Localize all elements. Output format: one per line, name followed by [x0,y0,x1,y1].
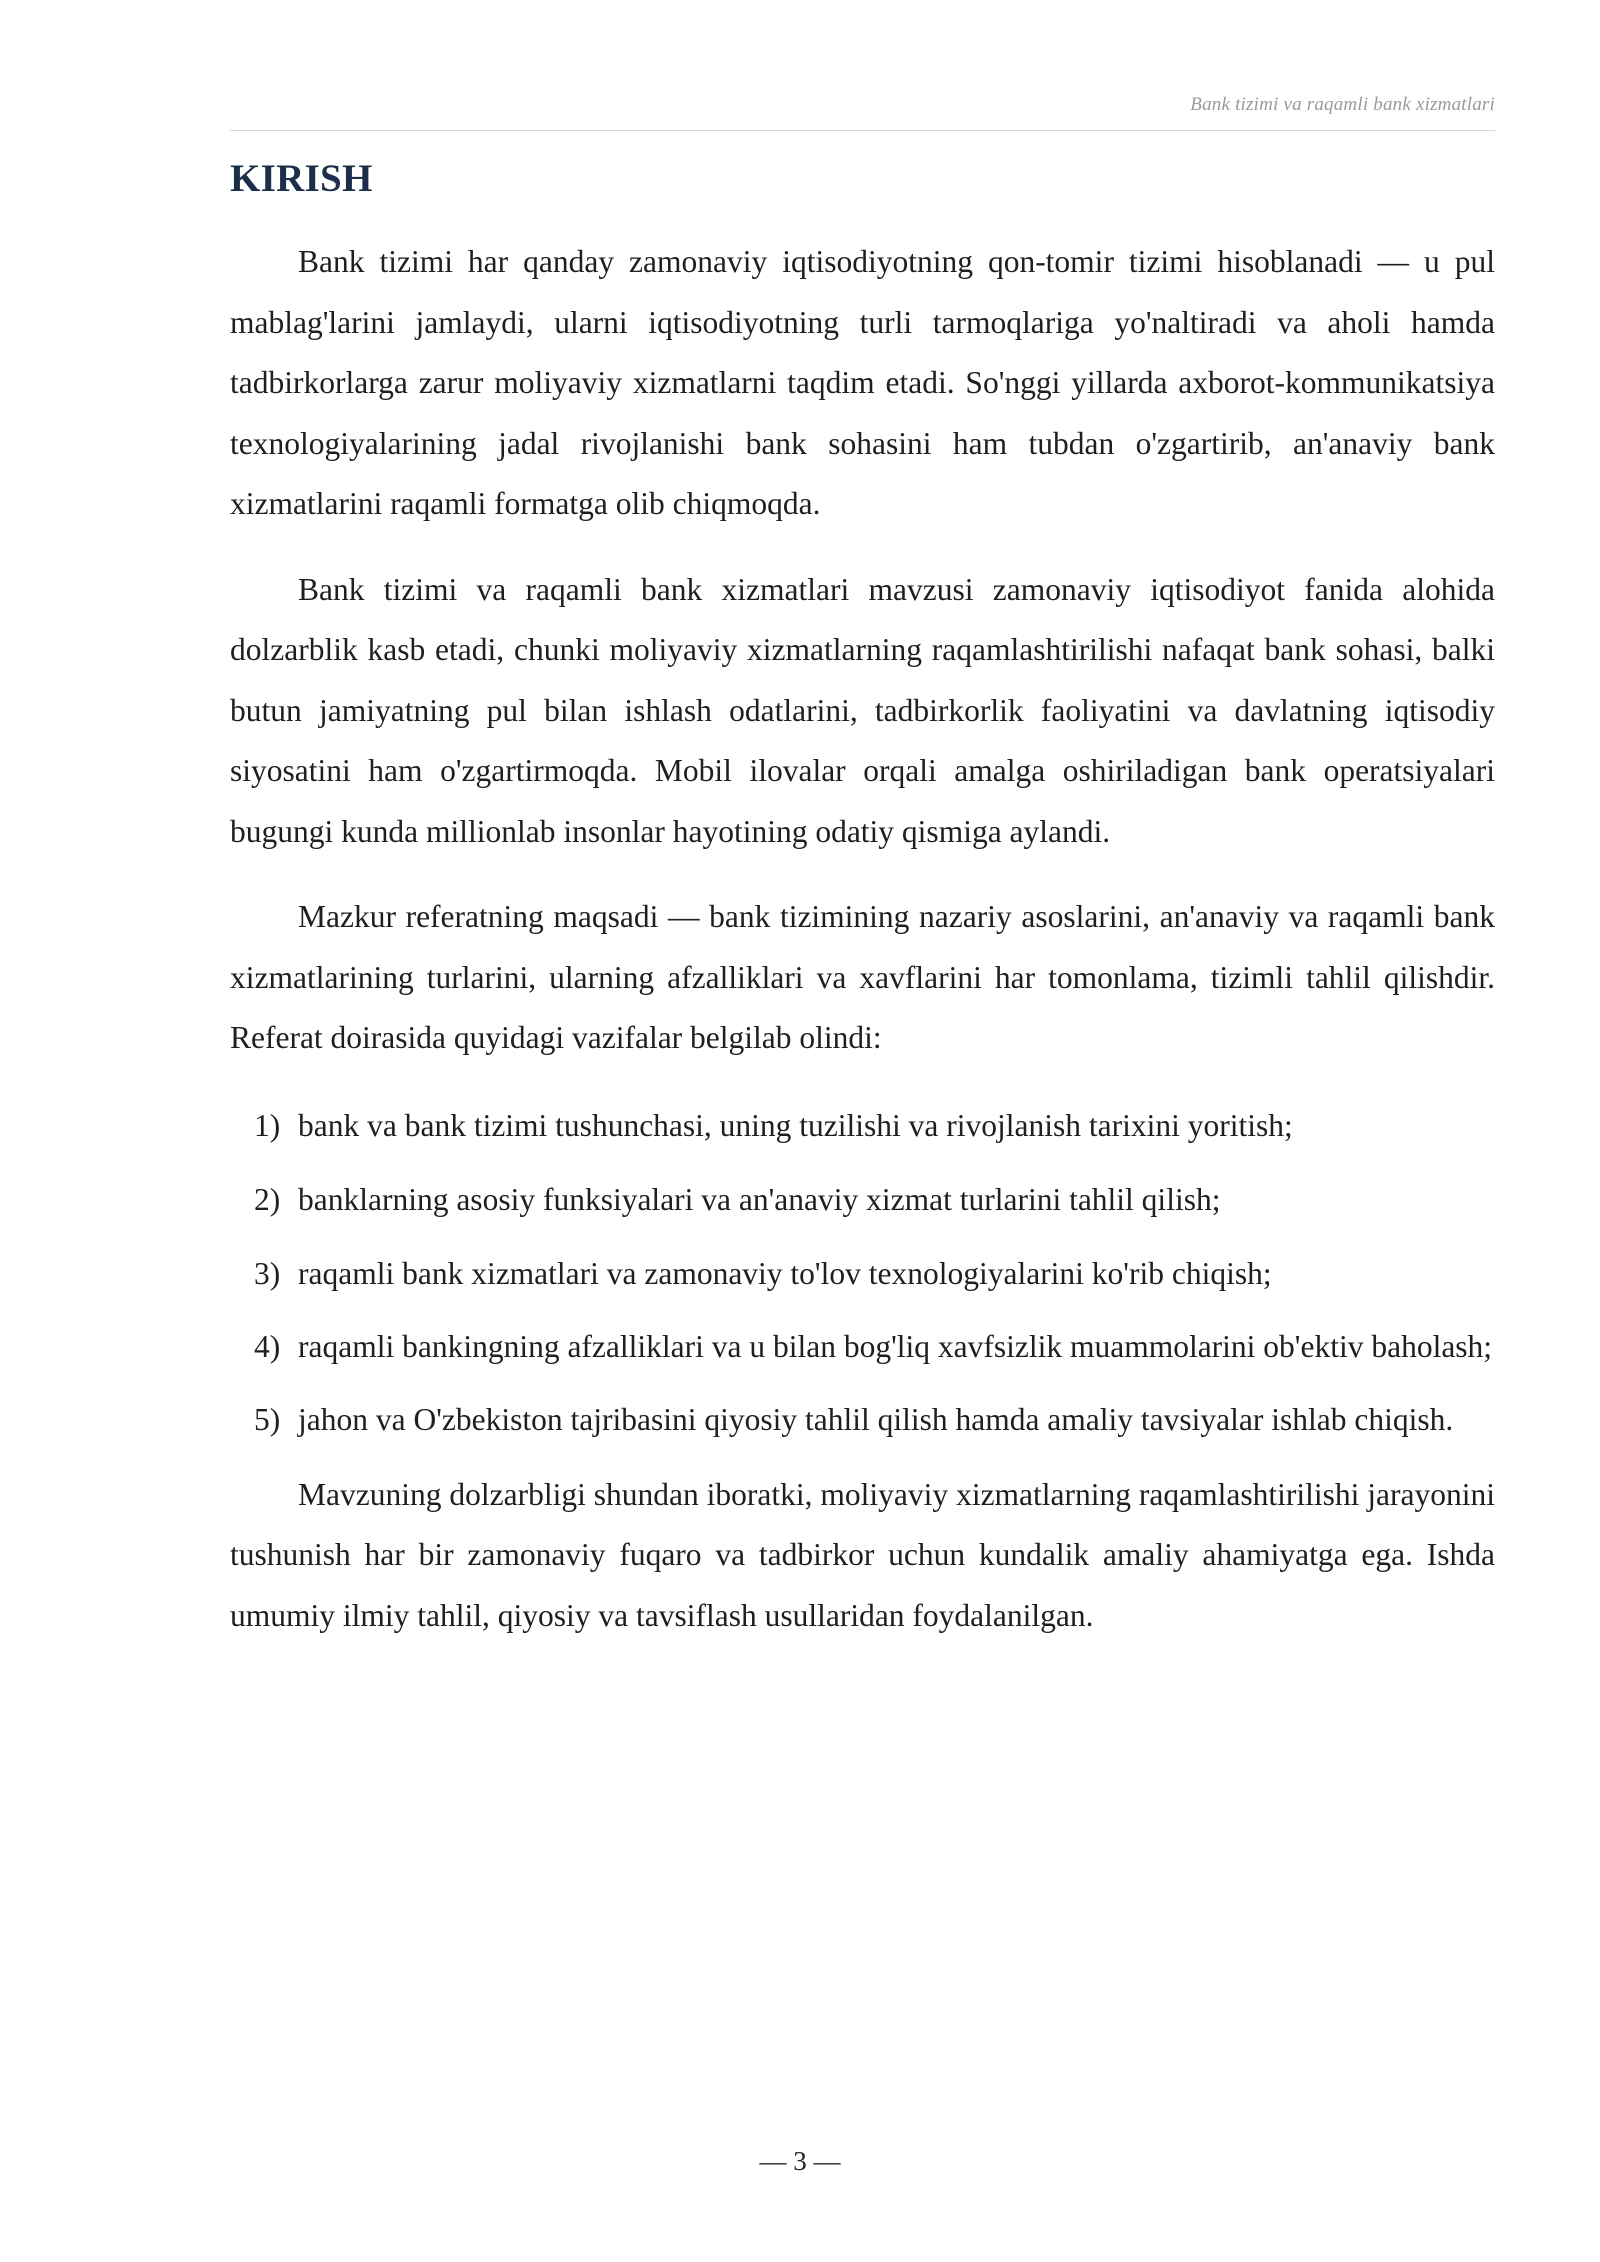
page-content [230,150,1495,1646]
paragraph: Bank tizimi har qanday zamonaviy iqtisodiyotning qon-tomir tizimi hisoblanadi — u pul mablag'larini jamlaydi, ularni iqtisodiyotning turli tarmoqlariga yo'naltiradi va aholi hamda tadbirkorlarga zarur moliyaviy xizmatlarni taqdim etadi. So'nggi yillarda axborot-kommunikatsiya texnologiyalarining jadal rivojlanishi bank sohasini ham tubdan o'zgartirib, an'anaviy bank xizmatlarini raqamli formatga olib chiqmoqda. [230,244,1495,521]
page-number: — 3 — [759,2146,841,2176]
list-item-text: banklarning asosiy funksiyalari va an'anaviy xizmat turlarini tahlil qilish; [298,1181,1221,1217]
section-title: KIRISH [230,157,373,200]
task-list [230,1097,1495,1448]
list-item-number: 5) [254,1401,281,1437]
list-item [230,1097,1495,1154]
list-item [230,1392,1495,1448]
paragraph: Mazkur referatning maqsadi — bank tizimining nazariy asoslarini, an'anaviy va raqamli bank xizmatlarining turlarini, ularning afzalliklari va xavflarini har tomonlama, tizimli tahlil qilishdir. Referat doirasida quyidagi vazifalar belgilab olindi: [230,899,1495,1055]
list-item [230,1319,1495,1375]
running-header: Bank tizimi va raqamli bank xizmatlari [1190,94,1495,115]
list-item-number: 1) [254,1107,281,1143]
header-divider [230,130,1495,131]
list-item [230,1245,1495,1302]
list-item-number: 2) [254,1181,281,1217]
list-item-text: jahon va O'zbekiston tajribasini qiyosiy tahlil qilish hamda amaliy tavsiyalar ishlab chiqish. [298,1401,1454,1437]
list-item-text: raqamli bankingning afzalliklari va u bilan bog'liq xavfsizlik muammolarini ob'ektiv baholash; [298,1328,1493,1364]
paragraph: Mavzuning dolzarbligi shundan iboratki, moliyaviy xizmatlarning raqamlashtirilishi jarayonini tushunish har bir zamonaviy fuqaro va tadbirkor uchun kundalik amaliy ahamiyatga ega. Ishda umumiy ilmiy tahlil, qiyosiy va tavsiflash usullaridan foydalanilgan. [230,1476,1495,1633]
list-item-text: bank va bank tizimi tushunchasi, uning tuzilishi va rivojlanish tarixini yoritish; [298,1107,1293,1143]
list-item-text: raqamli bank xizmatlari va zamonaviy to'lov texnologiyalarini ko'rib chiqish; [298,1255,1272,1291]
list-item-number: 3) [254,1255,281,1291]
list-item-number: 4) [254,1328,281,1364]
list-item [230,1171,1495,1228]
paragraph: Bank tizimi va raqamli bank xizmatlari mavzusi zamonaviy iqtisodiyot fanida alohida dolzarblik kasb etadi, chunki moliyaviy xizmatlarning raqamlashtirilishi nafaqat bank sohasi, balki butun jamiyatning pul bilan ishlash odatlarini, tadbirkorlik faoliyatini va davlatning iqtisodiy siyosatini ham o'zgartirmoqda. Mobil ilovalar orqali amalga oshiriladigan bank operatsiyalari bugungi kunda millionlab insonlar hayotining odatiy qismiga aylandi. [230,571,1495,849]
